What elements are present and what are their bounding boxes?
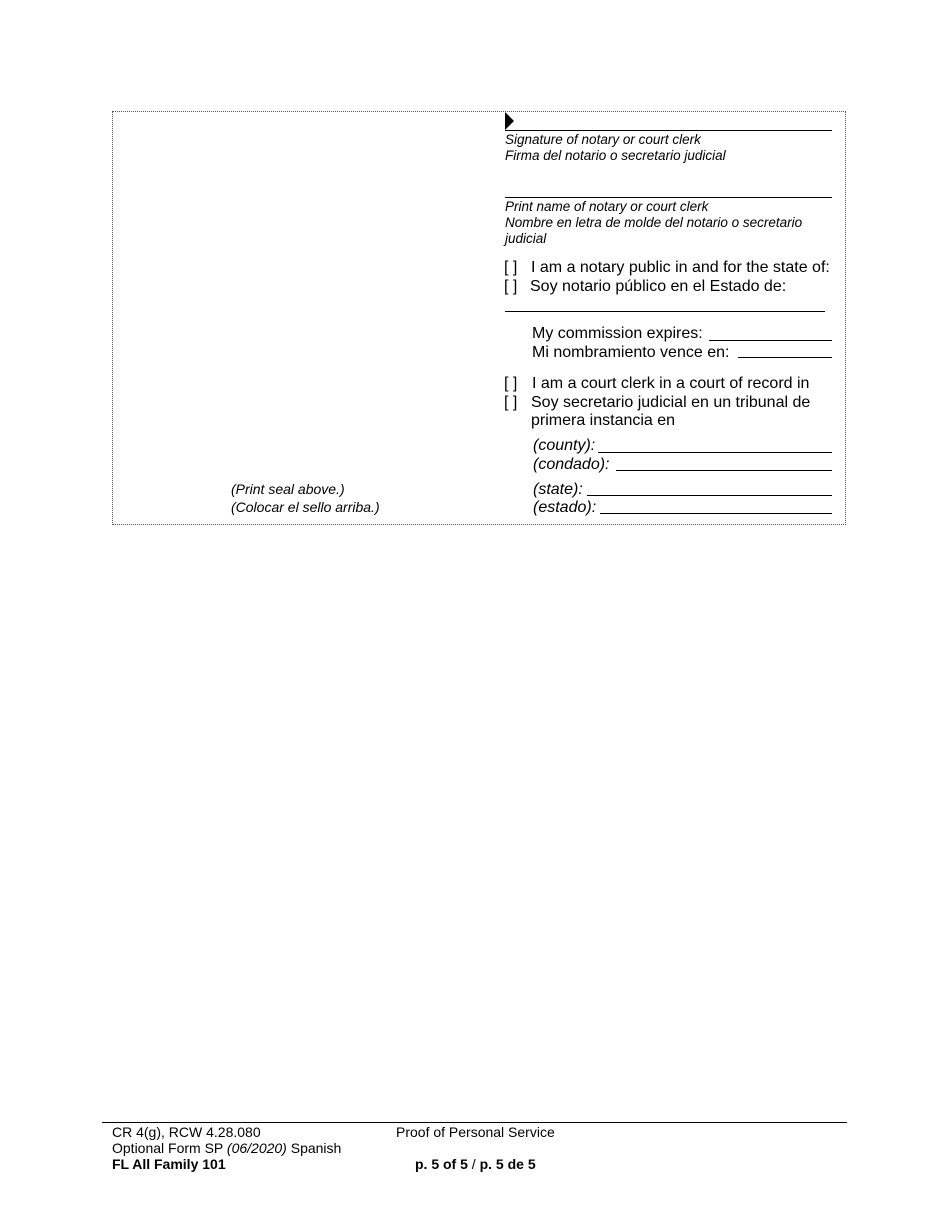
- commission-expires-label-es: Mi nombramiento vence en:: [532, 344, 730, 361]
- county-line-es[interactable]: [616, 470, 832, 471]
- county-line[interactable]: [598, 452, 832, 453]
- state-label-es: (estado):: [533, 499, 597, 516]
- seal-label-es: (Colocar el sello arriba.): [231, 499, 380, 515]
- signature-line[interactable]: [505, 130, 832, 131]
- footer-page-sep: /: [467, 1156, 480, 1172]
- court-clerk-checkbox-es[interactable]: [ ]: [504, 394, 518, 411]
- commission-expires-line[interactable]: [709, 340, 832, 341]
- seal-label-en: (Print seal above.): [231, 481, 345, 497]
- print-name-label-es-cont: judicial: [505, 231, 547, 246]
- court-clerk-label-es: Soy secretario judicial en un tribunal de: [531, 394, 811, 411]
- notary-public-label-es: Soy notario público en el Estado de:: [530, 278, 787, 295]
- footer-page-en: p. 5 of 5: [415, 1156, 468, 1172]
- footer-page-es: p. 5 de 5: [479, 1156, 536, 1172]
- signature-label-es: Firma del notario o secretario judicial: [505, 148, 726, 163]
- county-label-es: (condado):: [533, 456, 610, 473]
- notary-block: [112, 111, 846, 525]
- commission-expires-line-es[interactable]: [738, 357, 832, 358]
- notary-public-checkbox-es[interactable]: [ ]: [504, 278, 518, 295]
- state-of-line[interactable]: [505, 311, 825, 312]
- footer-title: Proof of Personal Service: [396, 1124, 555, 1140]
- footer-form-id: FL All Family 101: [112, 1156, 226, 1172]
- notary-public-label-en: I am a notary public in and for the state of:: [531, 259, 830, 276]
- footer-page-number: [415, 1156, 536, 1172]
- state-label-en: (state):: [533, 481, 583, 498]
- print-name-label-es: Nombre en letra de molde del notario o secretario: [505, 215, 803, 230]
- court-clerk-checkbox[interactable]: [ ]: [504, 375, 518, 392]
- signature-label-en: Signature of notary or court clerk: [505, 132, 701, 147]
- footer-optional-form-suffix: Spanish: [286, 1140, 342, 1156]
- county-label-en: (county):: [533, 437, 596, 454]
- print-name-line[interactable]: [505, 197, 832, 198]
- footer-optional-form: [112, 1140, 341, 1156]
- state-line-es[interactable]: [600, 513, 832, 514]
- footer-optional-form-date: (06/2020): [226, 1140, 287, 1156]
- signature-arrow-icon: [505, 112, 514, 130]
- footer-rule: [102, 1122, 847, 1123]
- notary-public-checkbox[interactable]: [ ]: [504, 259, 518, 276]
- footer-optional-form-prefix: Optional Form SP: [112, 1140, 227, 1156]
- footer-rule-ref: CR 4(g), RCW 4.28.080: [112, 1124, 261, 1140]
- court-clerk-label-en: I am a court clerk in a court of record in: [532, 375, 810, 392]
- court-clerk-label-es-cont: primera instancia en: [531, 412, 676, 429]
- state-line[interactable]: [587, 495, 832, 496]
- print-name-label-en: Print name of notary or court clerk: [505, 199, 709, 214]
- commission-expires-label-en: My commission expires:: [532, 325, 703, 342]
